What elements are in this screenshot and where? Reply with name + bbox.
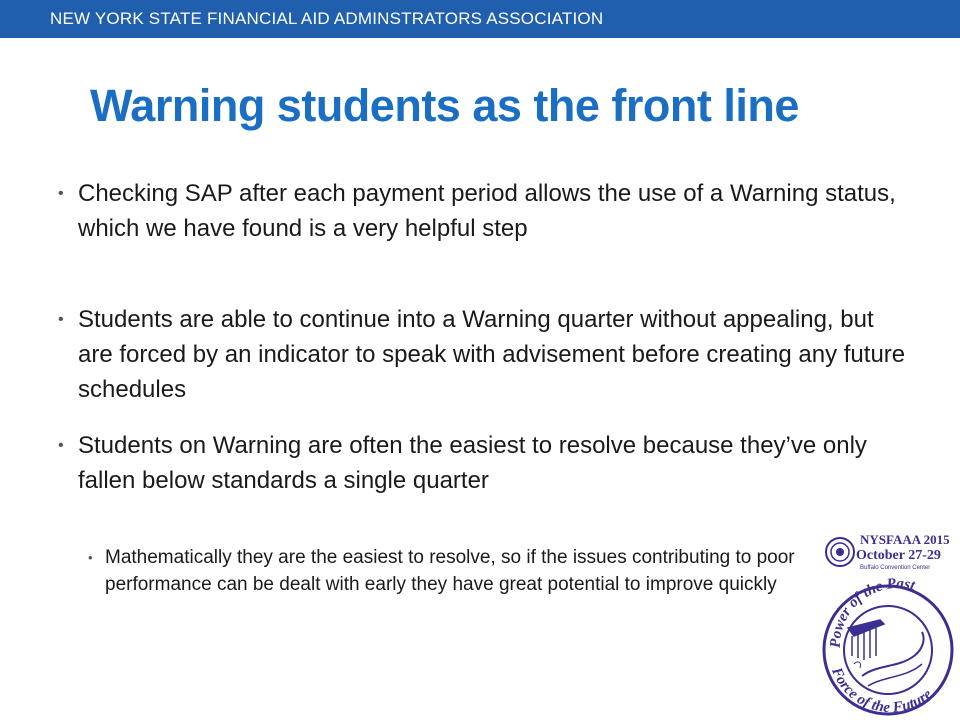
bullet-text: Checking SAP after each payment period allows the use of a Warning status, which we have found is a very helpful step [78, 180, 896, 242]
logo-line-1: NYSFAAA 2015 [860, 532, 950, 547]
bullet-item [58, 428, 908, 498]
waterfall-icon [848, 620, 924, 686]
sub-bullet-item [88, 544, 888, 598]
bullet-marker-icon: • [88, 550, 93, 565]
bullet-marker-icon: • [58, 311, 64, 328]
slide-title: Warning students as the front line [90, 80, 799, 131]
bullet-marker-icon: • [58, 437, 64, 454]
conference-logo [818, 528, 958, 718]
bullet-marker-icon: • [58, 185, 64, 202]
organization-name: NEW YORK STATE FINANCIAL AID ADMINSTRATORS ASSOCIATION [50, 9, 604, 28]
bullet-item [58, 302, 908, 407]
emblem-icon [826, 538, 854, 566]
logo-arc-top: Power of the Past [827, 575, 917, 649]
bullet-item [58, 176, 908, 246]
logo-line-2: October 27-29 [856, 548, 941, 563]
sub-bullet-text: Mathematically they are the easiest to resolve, so if the issues contributing to poor performance can be dealt with early they have great potential to improve quickly [105, 547, 795, 595]
bullet-text: Students are able to continue into a Warning quarter without appealing, but are forced by an indicator to speak with advisement before creating any future schedules [78, 306, 906, 403]
logo-arc-bottom: Force of the Future [828, 665, 936, 717]
logo-line-3: Buffalo Convention Center [860, 565, 931, 571]
bullet-text: Students on Warning are often the easiest to resolve because they’ve only fallen below standards a single quarter [78, 432, 867, 494]
